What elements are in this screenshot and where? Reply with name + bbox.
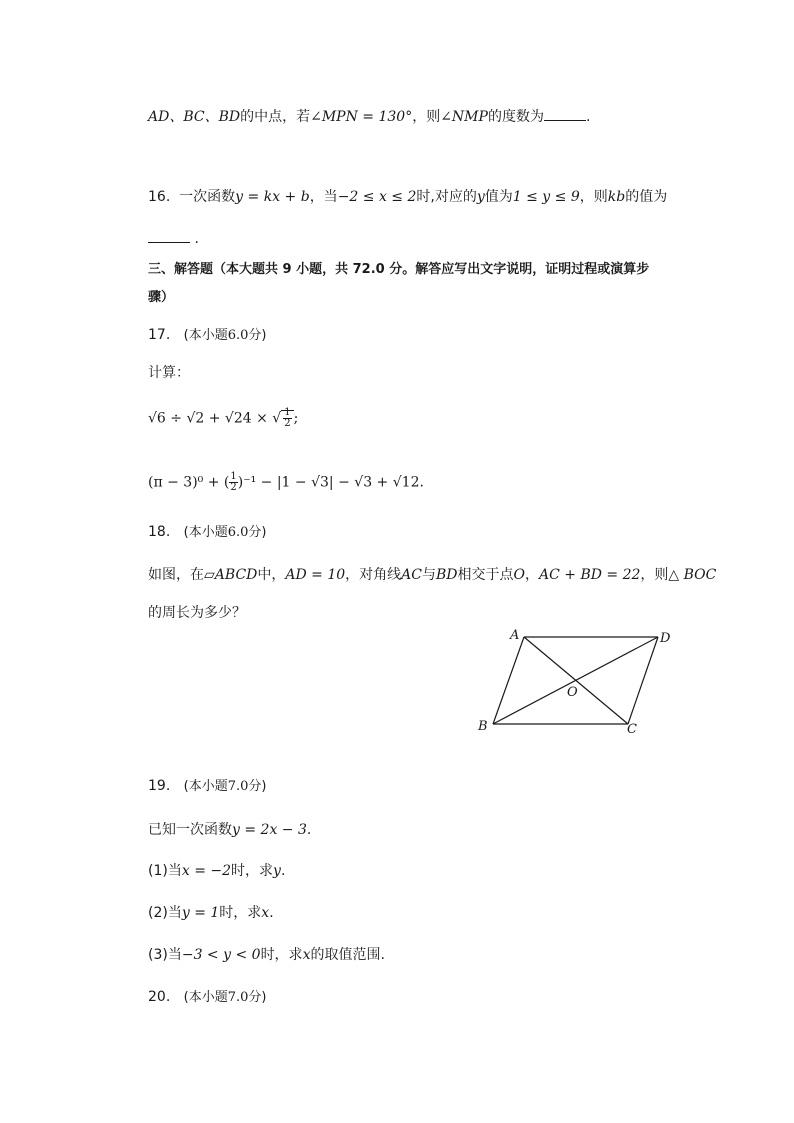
- question-number: 17.: [148, 327, 171, 343]
- label-o: O: [567, 685, 578, 700]
- q15-angle-nmp: ∠NMP: [440, 109, 488, 125]
- question-19-text: 已知一次函数y = 2x − 3.: [148, 822, 312, 838]
- q15-points: AD、BC、BD: [148, 109, 241, 125]
- question-17-header: 17. (本小题6.0分): [148, 327, 267, 343]
- label-b: B: [478, 719, 488, 734]
- question-20-header: 20. (本小题7.0分): [148, 989, 267, 1005]
- calc-label: 计算：: [148, 365, 190, 381]
- answer-blank: [148, 230, 190, 243]
- fraction-half: $\frac{1}{2}$: [230, 471, 237, 493]
- label-c: C: [627, 722, 637, 737]
- question-number: 19.: [148, 778, 171, 794]
- label-a: A: [510, 628, 520, 643]
- question-number: 18.: [148, 524, 171, 540]
- expression-1: √6 ÷ √2 + √24 × √ $\frac{1}{2}$ ;: [148, 407, 299, 429]
- question-number: 16.: [148, 189, 171, 205]
- diagonal-bd: [493, 637, 658, 724]
- label-d: D: [660, 631, 671, 646]
- question-19-part-3: (3)当−3 < y < 0时，求x的取值范围.: [148, 947, 385, 963]
- expression-2: (π − 3)⁰ + ( $\frac{1}{2}$ )⁻¹ − |1 − √3| − √3 + √12.: [148, 471, 424, 493]
- q15-continuation: AD、BC、BD的中点，若∠MPN = 130°，则∠NMP的度数为 .: [148, 109, 591, 125]
- fraction-half: $\frac{1}{2}$: [284, 407, 291, 429]
- side-ba: [493, 637, 524, 724]
- question-18-header: 18. (本小题6.0分): [148, 524, 267, 540]
- section-heading-cont: 骤）: [148, 290, 175, 305]
- question-19-header: 19. (本小题7.0分): [148, 778, 267, 794]
- question-19-part-1: (1)当x = −2时，求y.: [148, 863, 286, 879]
- question-16: 16. 一次函数y = kx + b，当−2 ≤ x ≤ 2时,对应的y值为1 ≤ y ≤ 9，则kb的值为: [148, 189, 668, 205]
- question-16-blank-line: .: [148, 229, 199, 249]
- question-19-part-2: (2)当y = 1时，求x.: [148, 905, 274, 921]
- question-18-text: 如图，在▱ABCD中，AD = 10，对角线AC与BD相交于点O，AC + BD = 22，则△ BOC: [148, 567, 717, 583]
- parallelogram-figure: [470, 622, 680, 742]
- question-number: 20.: [148, 989, 171, 1005]
- section-heading: 三、解答题（本大题共 9 小题，共 72.0 分。解答应写出文字说明，证明过程或演算步: [148, 262, 650, 277]
- answer-blank: [544, 108, 586, 121]
- q15-angle-mpn: ∠MPN = 130°: [310, 109, 413, 125]
- question-18-text-cont: 的周长为多少？: [148, 605, 246, 621]
